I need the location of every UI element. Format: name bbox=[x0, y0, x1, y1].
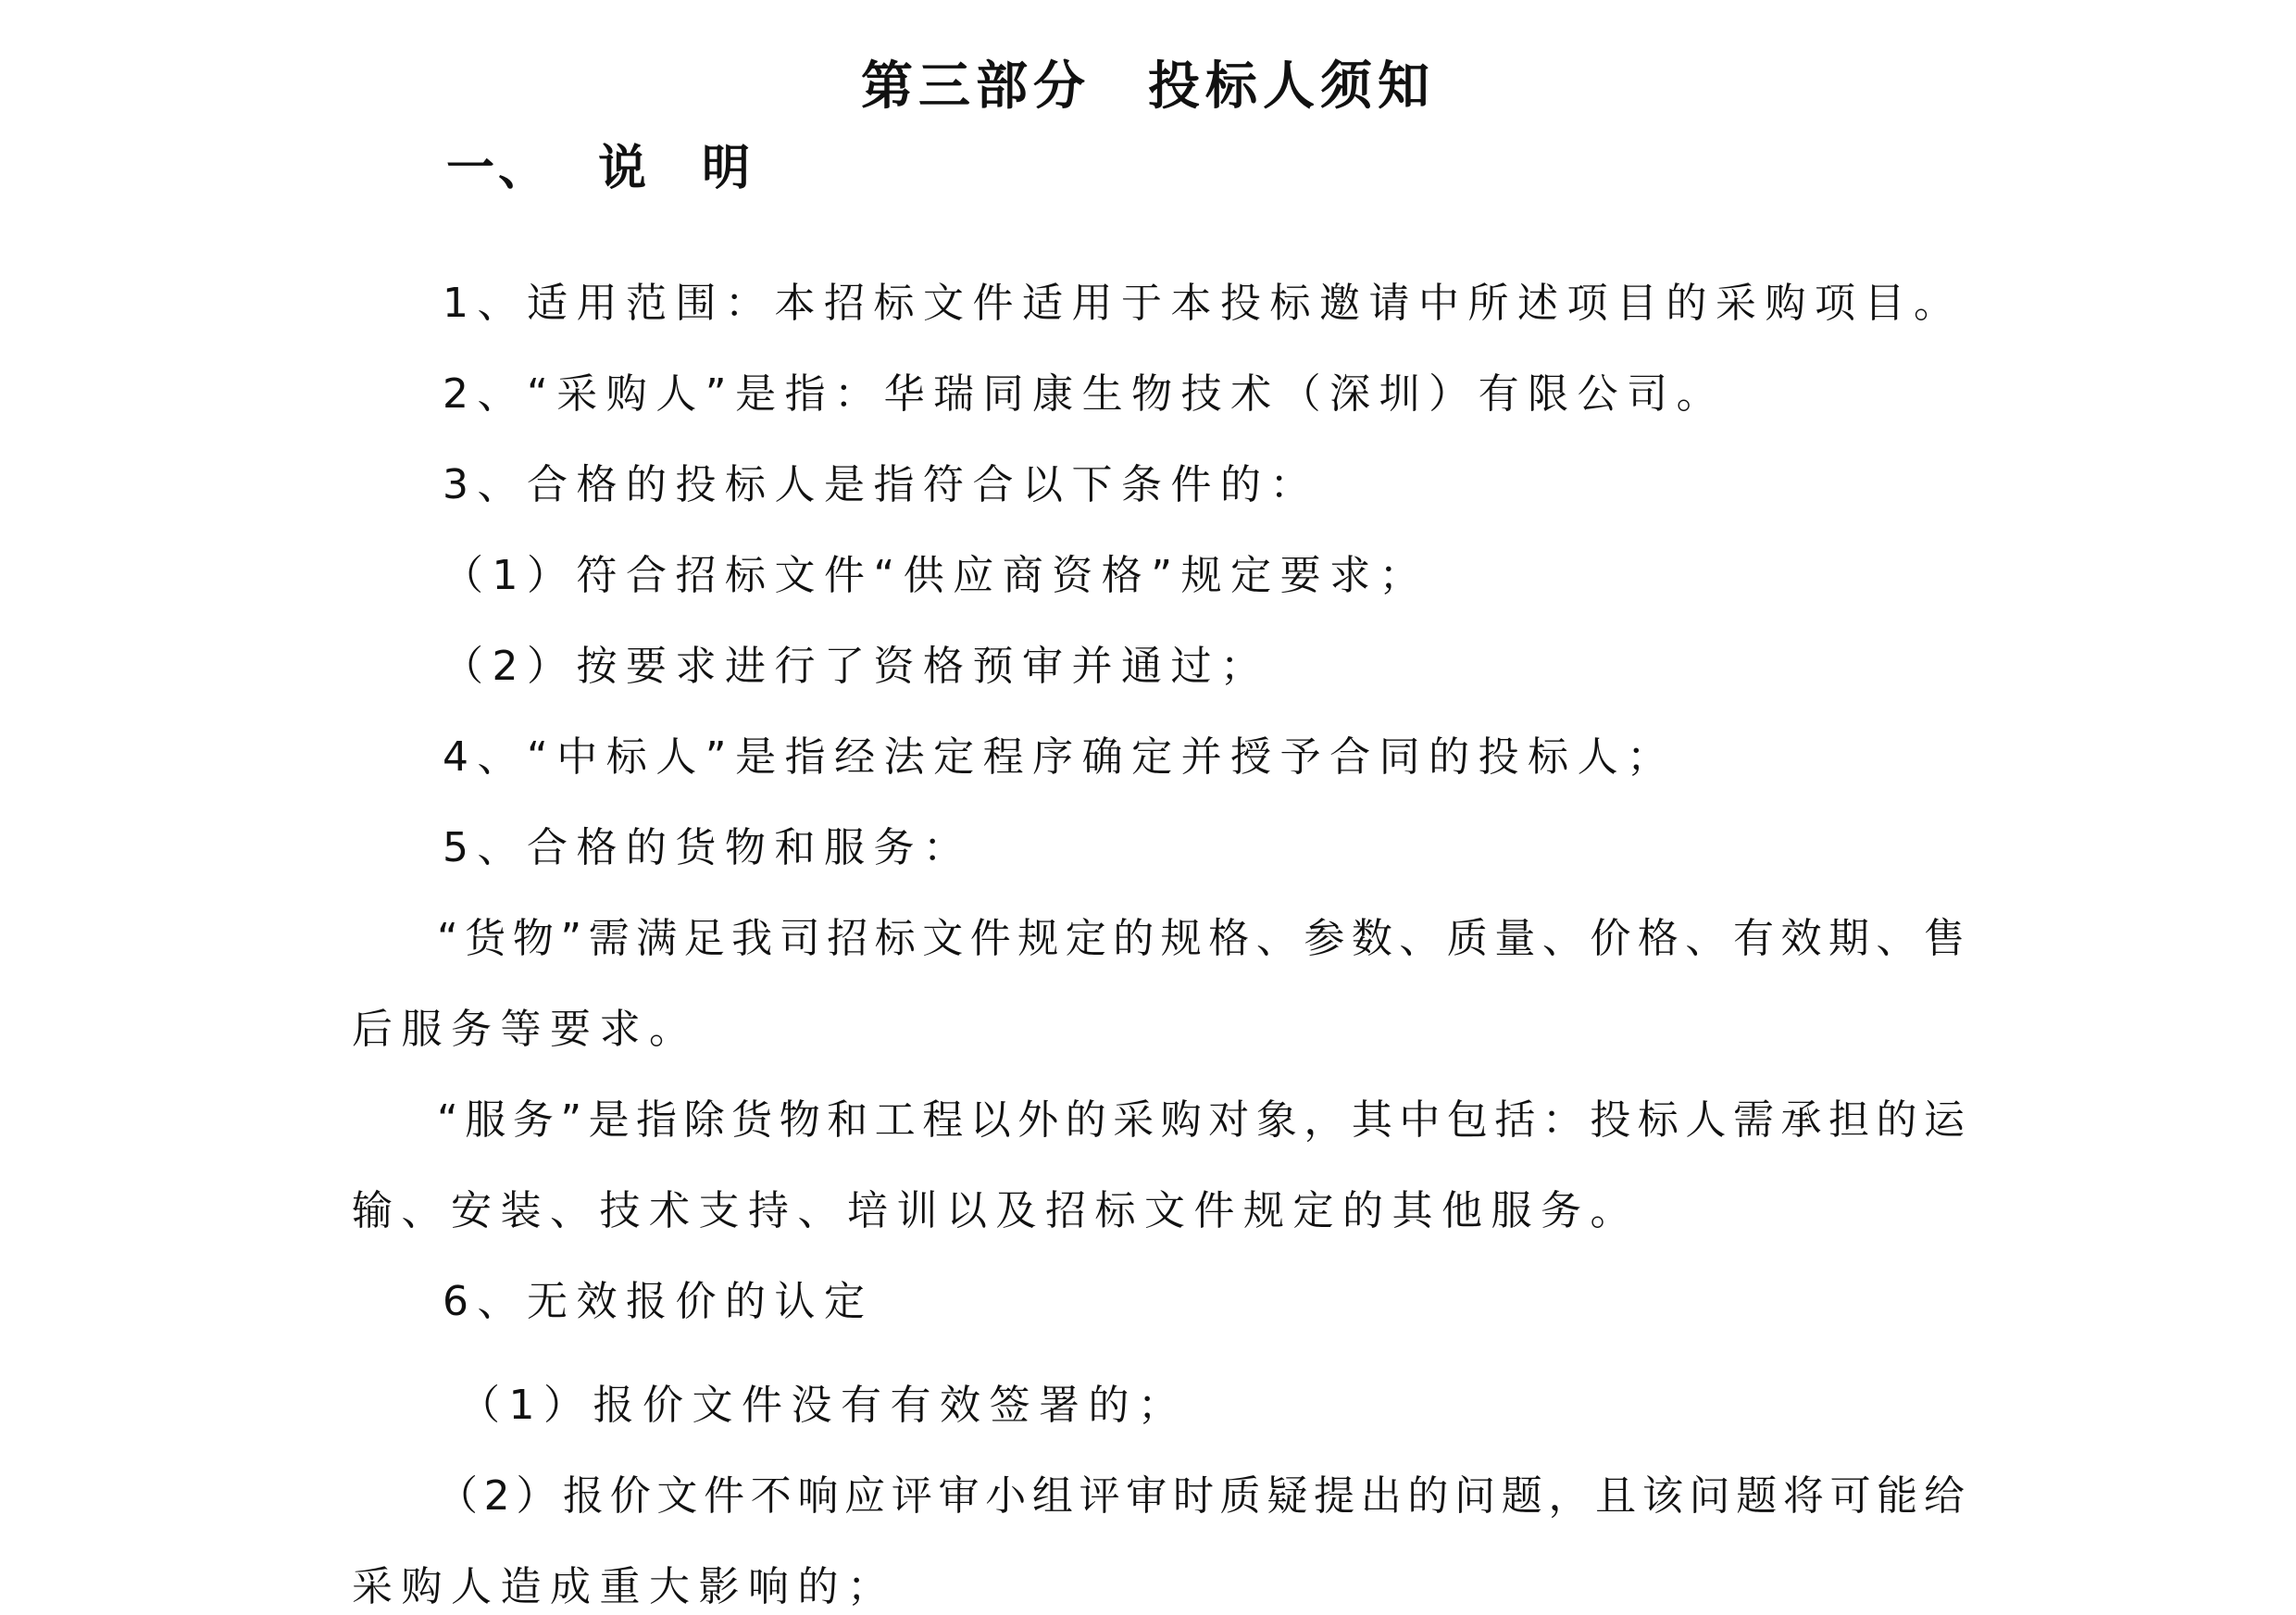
list-item-invalid-1: （1）报价文件没有有效签署的； bbox=[459, 1382, 1188, 1429]
paragraph-invalid-quote: 6、无效报价的认定 bbox=[443, 1278, 874, 1325]
list-item-condition-1: （1）符合招标文件“供应商资格”规定要求； bbox=[443, 552, 1429, 599]
paragraph-goods-line-1: “货物”需满足我司招标文件规定的规格、参数、质量、价格、有效期、售 bbox=[437, 915, 1965, 962]
list-item-invalid-2-line-1: （2）报价文件不响应评审小组评审时质疑提出的问题，且该问题将可能给 bbox=[437, 1472, 1965, 1520]
paragraph-winning-bidder: 4、“中标人”是指经法定程序确定并授予合同的投标人； bbox=[443, 733, 1677, 781]
paragraph-services-line-1: “服务”是指除货物和工程以外的采购对象，其中包括：投标人需承担的运 bbox=[437, 1096, 1965, 1144]
list-item-condition-2: （2）按要求进行了资格预审并通过； bbox=[443, 643, 1270, 690]
paragraph-purchaser: 2、“采购人”是指：华瑞同康生物技术（深圳）有限公司。 bbox=[443, 370, 1727, 418]
paragraph-qualified-bidder: 3、合格的投标人是指符合以下条件的： bbox=[443, 461, 1319, 508]
paragraph-goods-services: 5、合格的货物和服务： bbox=[443, 824, 973, 871]
paragraph-services-line-2: 输、安装、技术支持、培训以及招标文件规定的其他服务。 bbox=[352, 1187, 1640, 1234]
list-item-invalid-2-line-2: 采购人造成重大影响的； bbox=[352, 1563, 897, 1610]
page-title: 第三部分 投标人须知 bbox=[861, 56, 1435, 117]
paragraph-goods-line-2: 后服务等要求。 bbox=[352, 1006, 699, 1053]
paragraph-scope: 1、适用范围：本招标文件适用于本投标邀请中所述项目的采购项目。 bbox=[443, 280, 1964, 327]
section-heading: 一、 说 明 bbox=[446, 141, 755, 196]
